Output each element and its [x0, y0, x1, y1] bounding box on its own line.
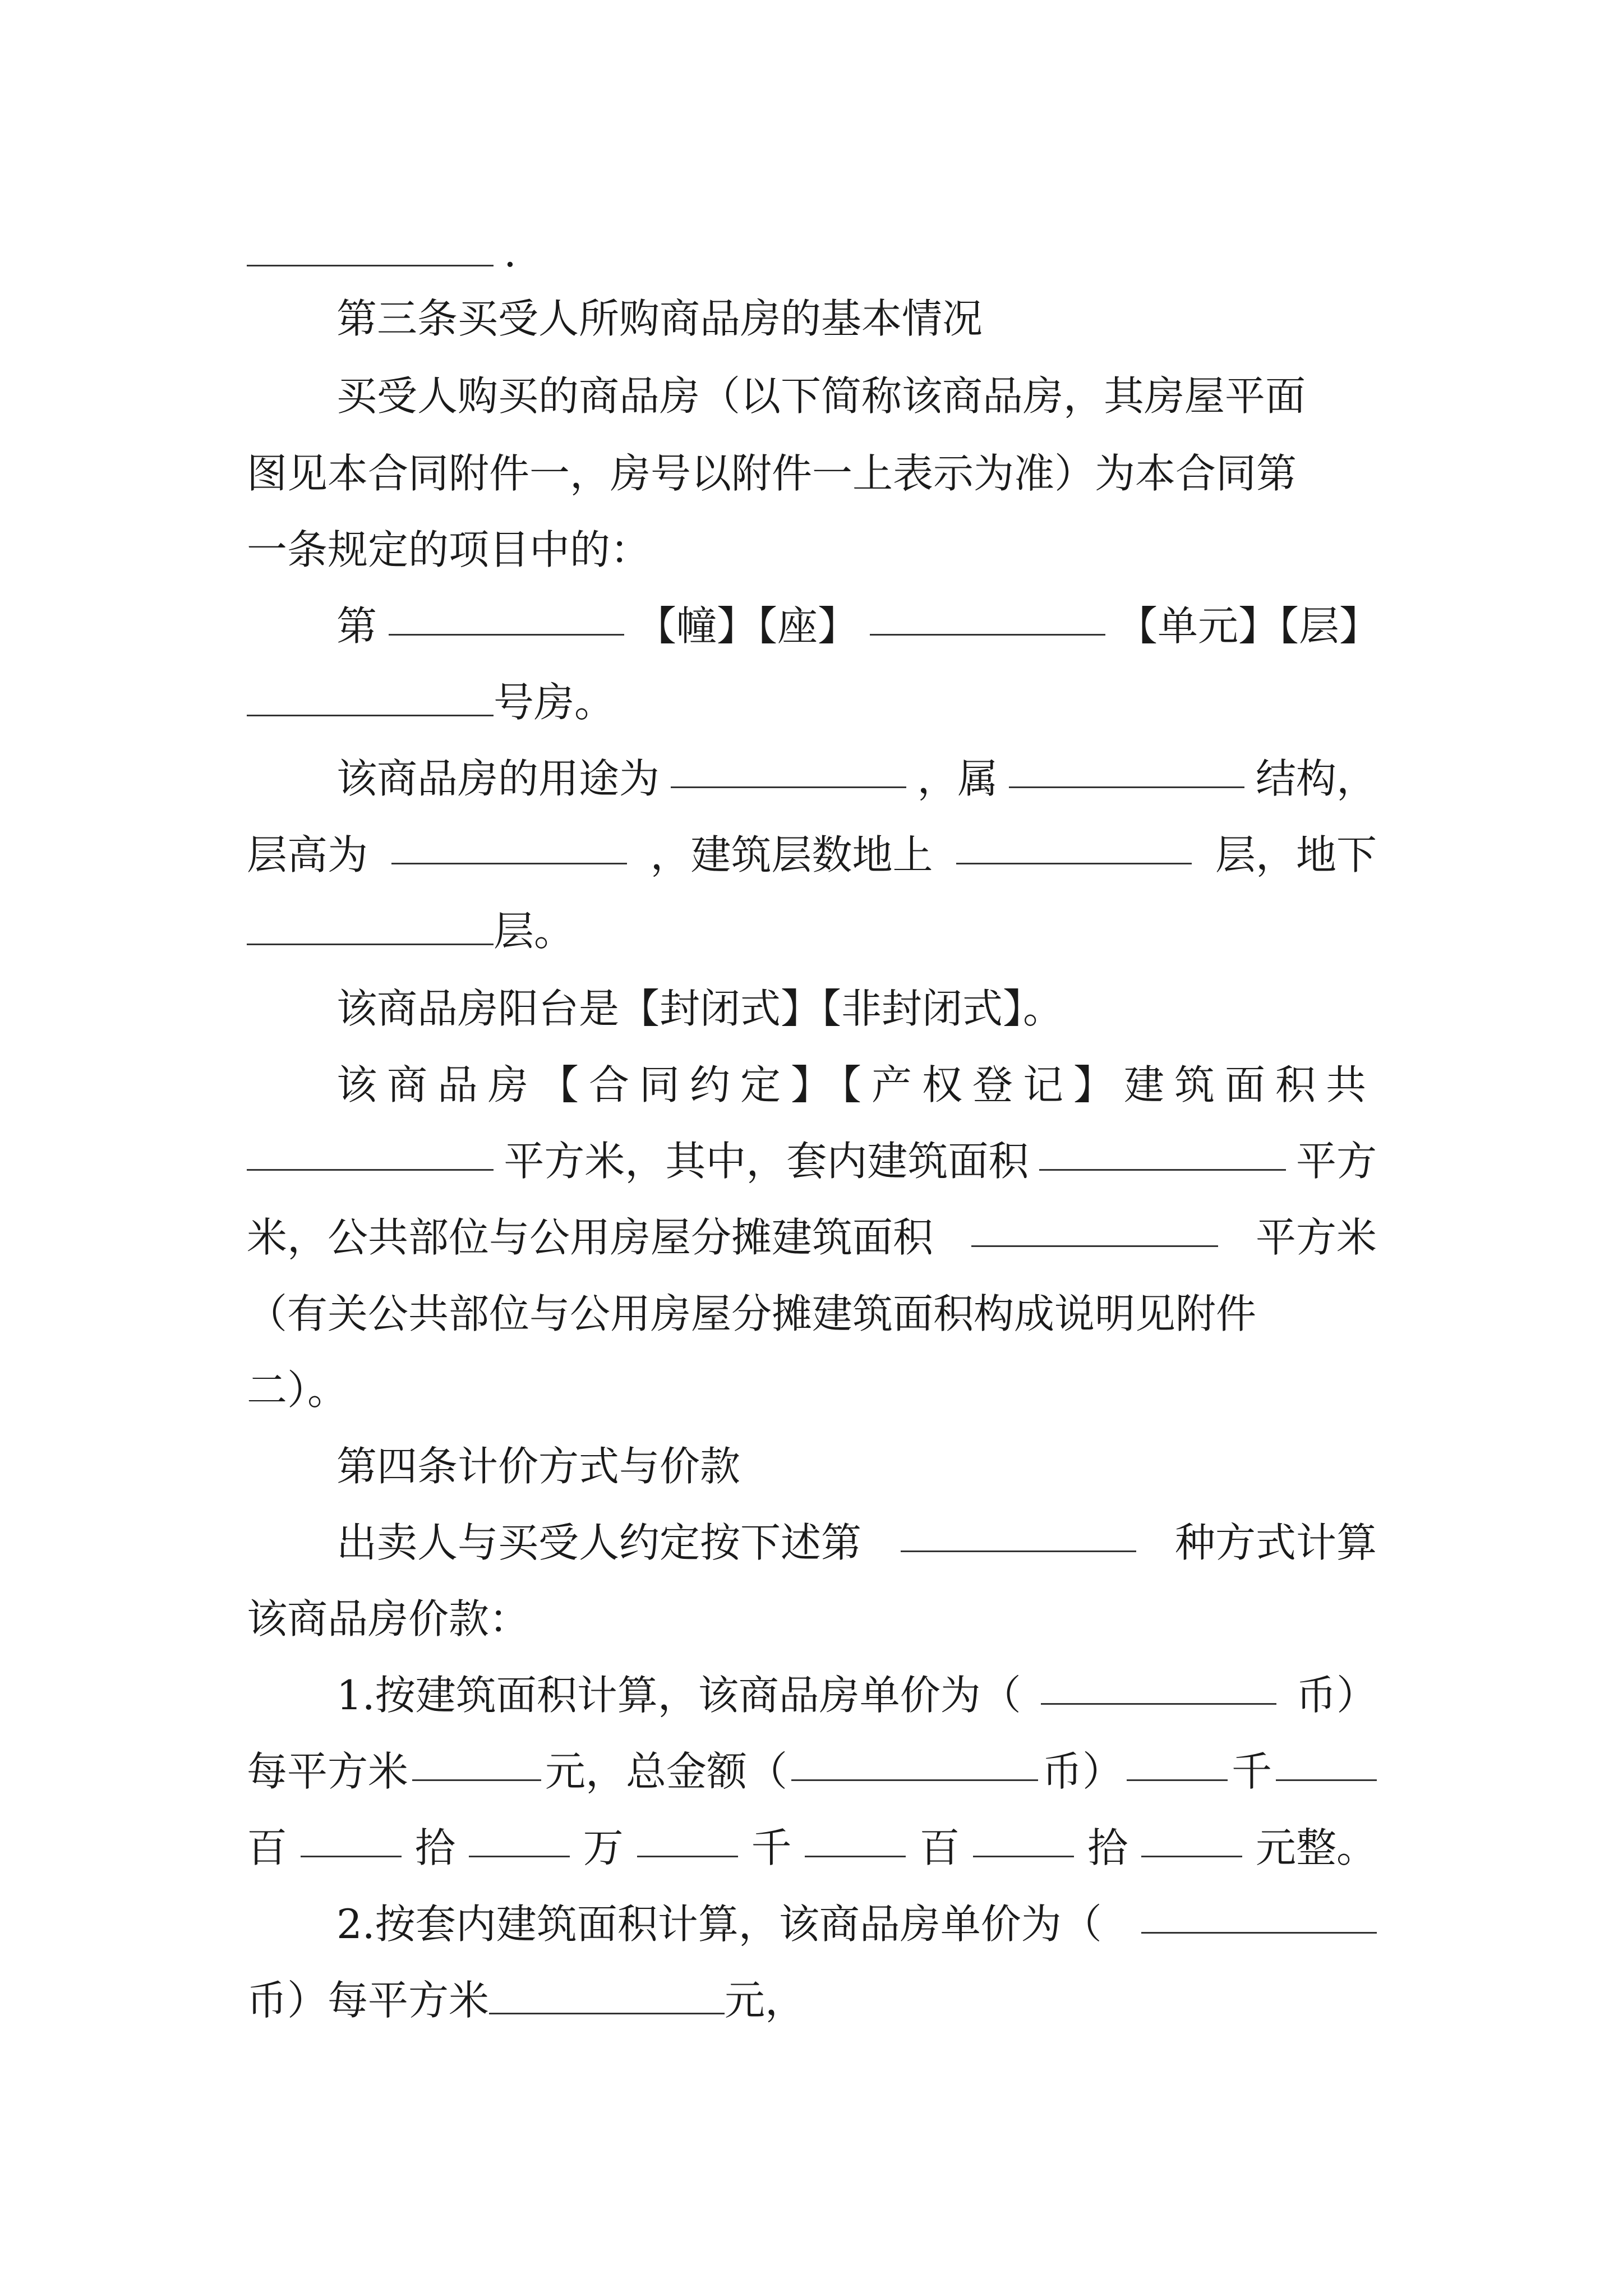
amount-blank[interactable] [1141, 1821, 1242, 1857]
label-text: 平方米 [1255, 1214, 1377, 1261]
currency-blank[interactable] [1141, 1897, 1377, 1934]
label-text: 每平方米 [247, 1748, 409, 1795]
amount-blank[interactable] [1127, 1745, 1228, 1781]
amount-blank[interactable] [469, 1821, 570, 1857]
room-number-blank[interactable] [247, 680, 494, 716]
area-line [247, 1211, 1377, 1264]
label-text: ，属 [917, 755, 998, 802]
label-text: 出卖人与买受人约定按下述第 [336, 1519, 862, 1566]
amount-in-words-line [247, 1821, 1377, 1875]
label-text: 币） [1041, 1748, 1123, 1795]
label-text: 该商品房的用途为 [336, 755, 660, 802]
article-4-heading: 第四条计价方式与价款 [336, 1443, 741, 1490]
storey-height-blank[interactable] [391, 828, 627, 864]
continuation-line [247, 226, 517, 279]
fill-blank[interactable] [247, 230, 494, 266]
label-text: 百 [247, 1824, 288, 1871]
area-note-line: 二）。 [247, 1366, 348, 1414]
period-text: . [504, 229, 517, 276]
label-text: 号房。 [494, 679, 615, 726]
label-text: 币） [1295, 1672, 1377, 1719]
shared-area-blank[interactable] [971, 1211, 1218, 1247]
room-number-line [247, 675, 615, 729]
usage-blank[interactable] [671, 752, 906, 788]
total-area-blank[interactable] [247, 1134, 494, 1171]
label-text: 拾 [414, 1824, 455, 1871]
label-text: 结构， [1255, 755, 1377, 802]
amount-blank[interactable] [637, 1821, 738, 1857]
label-text: 米，公共部位与公用房屋分摊建筑面积 [247, 1214, 934, 1261]
option-1-line [336, 1668, 1377, 1722]
label-text: ，建筑层数地上 [650, 831, 933, 878]
label-text: 平方米，其中，套内建筑面积 [504, 1138, 1029, 1185]
area-note-line: （有关公共部位与公用房屋分摊建筑面积构成说明见附件 [247, 1290, 1257, 1337]
method-number-blank[interactable] [901, 1516, 1136, 1552]
option-2-line [336, 1897, 1377, 1951]
building-unit-line [336, 599, 1380, 653]
inner-area-blank[interactable] [1039, 1134, 1286, 1171]
amount-blank[interactable] [805, 1821, 906, 1857]
paragraph-line: 图见本合同附件一，房号以附件一上表示为准）为本合同第 [247, 450, 1297, 497]
currency-blank[interactable] [1041, 1668, 1276, 1705]
usage-line [336, 752, 1377, 806]
unit-price-blank[interactable] [489, 1978, 725, 2014]
label-text: 1.按建筑面积计算，该商品房单价为（ [336, 1672, 1021, 1719]
storey-line [247, 828, 1377, 882]
label-text: 币）每平方米 [247, 1977, 490, 2024]
area-line: 该商品房【合同约定】【产权登记】建筑面积共 [336, 1061, 1377, 1108]
amount-blank[interactable] [973, 1821, 1074, 1857]
pricing-line: 该商品房价款： [247, 1595, 530, 1642]
paragraph-line: 一条规定的项目中的： [247, 526, 651, 573]
amount-blank[interactable] [1276, 1745, 1377, 1781]
floors-above-blank[interactable] [956, 828, 1192, 864]
label-text: 平方 [1295, 1138, 1377, 1185]
building-number-blank[interactable] [389, 599, 624, 636]
label-text: 2.按套内建筑面积计算，该商品房单价为（ [336, 1901, 1102, 1948]
label-text: 第 [336, 602, 377, 650]
amount-blank[interactable] [301, 1821, 402, 1857]
total-currency-blank[interactable] [791, 1745, 1038, 1781]
option-1-line [247, 1745, 1377, 1798]
label-text: 千 [751, 1824, 792, 1871]
label-text: 层。 [494, 908, 575, 955]
label-text: 元整。 [1255, 1824, 1377, 1871]
label-text: 种方式计算 [1174, 1519, 1377, 1566]
unit-floor-blank[interactable] [870, 599, 1105, 636]
label-text: 千 [1231, 1748, 1272, 1795]
label-text: 【幢】【座】 [635, 602, 858, 650]
label-text: 百 [919, 1824, 960, 1871]
pricing-method-line [336, 1516, 1377, 1570]
label-text: 万 [583, 1824, 624, 1871]
label-text: 拾 [1087, 1824, 1128, 1871]
area-line [247, 1134, 1377, 1188]
label-text: 层，地下 [1215, 831, 1377, 878]
article-3-heading: 第三条买受人所购商品房的基本情况 [336, 295, 983, 342]
floors-below-blank[interactable] [247, 909, 494, 945]
label-text: 元，总金额（ [545, 1748, 787, 1795]
option-2-line [247, 1973, 805, 2027]
label-text: 层高为 [247, 831, 368, 878]
basement-line [247, 904, 574, 958]
unit-price-blank[interactable] [412, 1745, 541, 1781]
paragraph-line: 买受人购买的商品房（以下简称该商品房，其房屋平面 [336, 372, 1306, 420]
label-text: 【单元】【层】 [1117, 602, 1380, 650]
label-text: 元， [725, 1977, 806, 2024]
balcony-line: 该商品房阳台是【封闭式】【非封闭式】。 [336, 985, 1064, 1032]
structure-blank[interactable] [1009, 752, 1244, 788]
